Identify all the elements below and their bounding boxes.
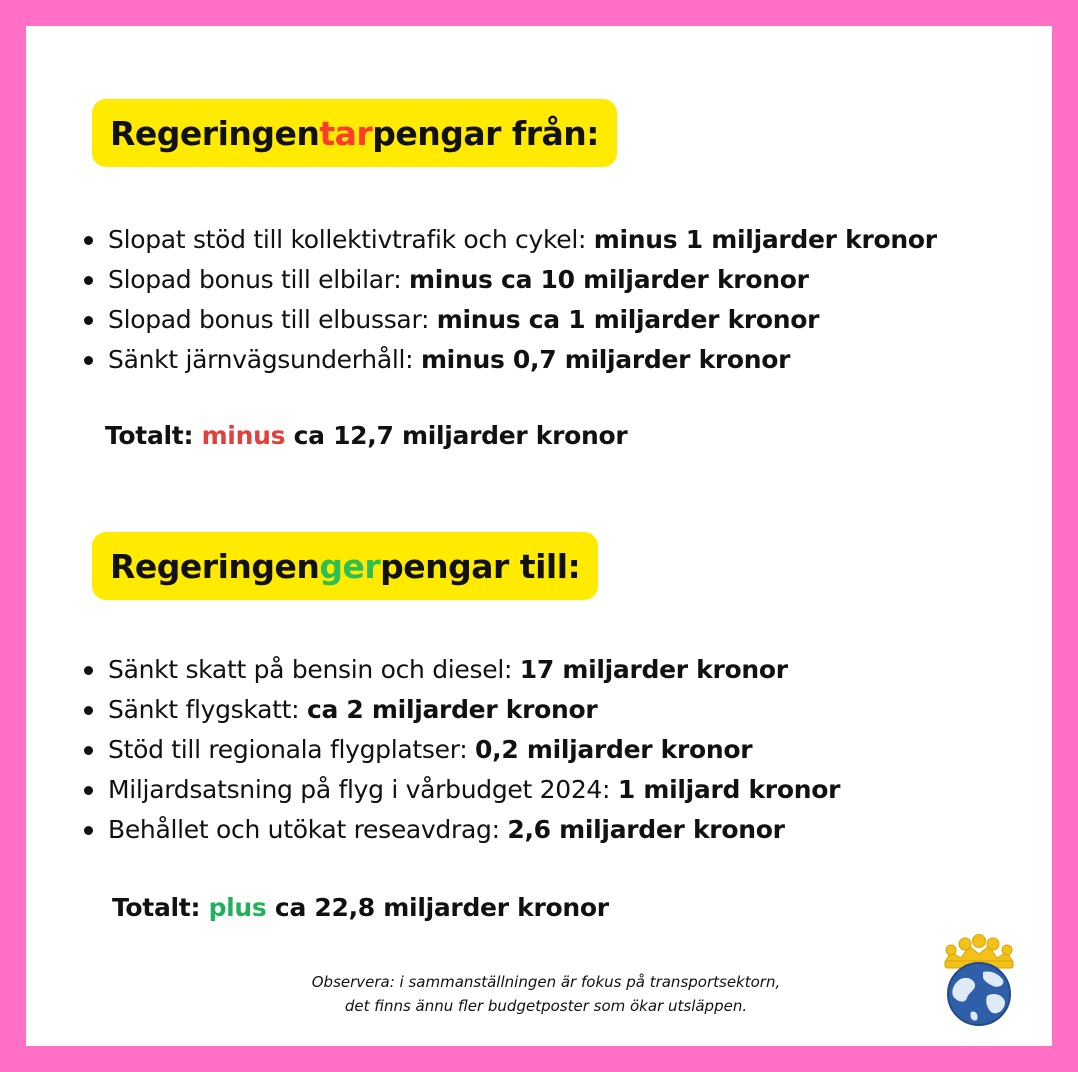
item-label: Slopad bonus till elbussar: <box>108 305 437 334</box>
heading-text-start: Regeringen <box>110 546 320 586</box>
spending-list <box>84 650 840 850</box>
bullet-icon <box>84 276 93 285</box>
total-amount: ca 22,8 miljarder kronor <box>266 893 609 922</box>
total-accent-plus: plus <box>208 893 267 922</box>
heading-text-end: pengar till: <box>380 546 581 586</box>
list-item <box>84 220 937 260</box>
item-value: minus ca 1 miljarder kronor <box>436 305 820 334</box>
item-value: minus 0,7 miljarder kronor <box>420 345 791 374</box>
item-label: Behållet och utökat reseavdrag: <box>108 815 508 844</box>
bullet-icon <box>84 706 93 715</box>
item-value: minus 1 miljarder kronor <box>593 225 937 254</box>
bullet-icon <box>84 746 93 755</box>
item-value: 2,6 miljarder kronor <box>507 815 785 844</box>
heading-text-end: pengar från: <box>372 113 599 153</box>
list-item <box>84 770 840 810</box>
heading-takes-money <box>92 99 617 167</box>
item-value: 1 miljard kronor <box>617 775 841 804</box>
bullet-icon <box>84 666 93 675</box>
heading-accent-ger: ger <box>319 546 381 586</box>
globe-icon <box>948 963 1010 1025</box>
footnote <box>216 970 876 1018</box>
item-label: Sänkt järnvägsunderhåll: <box>108 345 421 374</box>
item-label: Sänkt skatt på bensin och diesel: <box>108 655 520 684</box>
total-cuts <box>105 421 627 450</box>
cuts-list <box>84 220 937 380</box>
list-item <box>84 690 840 730</box>
total-accent-minus: minus <box>201 421 286 450</box>
total-amount: ca 12,7 miljarder kronor <box>285 421 628 450</box>
bullet-icon <box>84 786 93 795</box>
item-value: 0,2 miljarder kronor <box>475 735 753 764</box>
list-item <box>84 260 937 300</box>
item-label: Slopat stöd till kollektivtrafik och cykel: <box>108 225 594 254</box>
heading-text-start: Regeringen <box>110 113 320 153</box>
bullet-icon <box>84 236 93 245</box>
list-item <box>84 730 840 770</box>
list-item <box>84 300 937 340</box>
bullet-icon <box>84 826 93 835</box>
total-spending <box>112 893 609 922</box>
item-label: Sänkt flygskatt: <box>108 695 307 724</box>
item-value: minus ca 10 miljarder kronor <box>409 265 809 294</box>
list-item <box>84 650 840 690</box>
footnote-line-2: det finns ännu fler budgetposter som ökar utsläppen. <box>344 997 748 1015</box>
list-item <box>84 340 937 380</box>
item-label: Slopad bonus till elbilar: <box>108 265 410 294</box>
item-value: ca 2 miljarder kronor <box>306 695 598 724</box>
bullet-icon <box>84 356 93 365</box>
bullet-icon <box>84 316 93 325</box>
item-label: Miljardsatsning på flyg i vårbudget 2024: <box>108 775 618 804</box>
globe-with-crown-icon <box>939 932 1019 1027</box>
item-value: 17 miljarder kronor <box>519 655 788 684</box>
list-item <box>84 810 840 850</box>
total-label: Totalt: <box>112 893 209 922</box>
item-label: Stöd till regionala flygplatser: <box>108 735 476 764</box>
total-label: Totalt: <box>105 421 202 450</box>
heading-gives-money <box>92 532 598 600</box>
heading-accent-tar: tar <box>319 113 373 153</box>
footnote-line-1: Observera: i sammanställningen är fokus på transportsektorn, <box>311 973 781 991</box>
